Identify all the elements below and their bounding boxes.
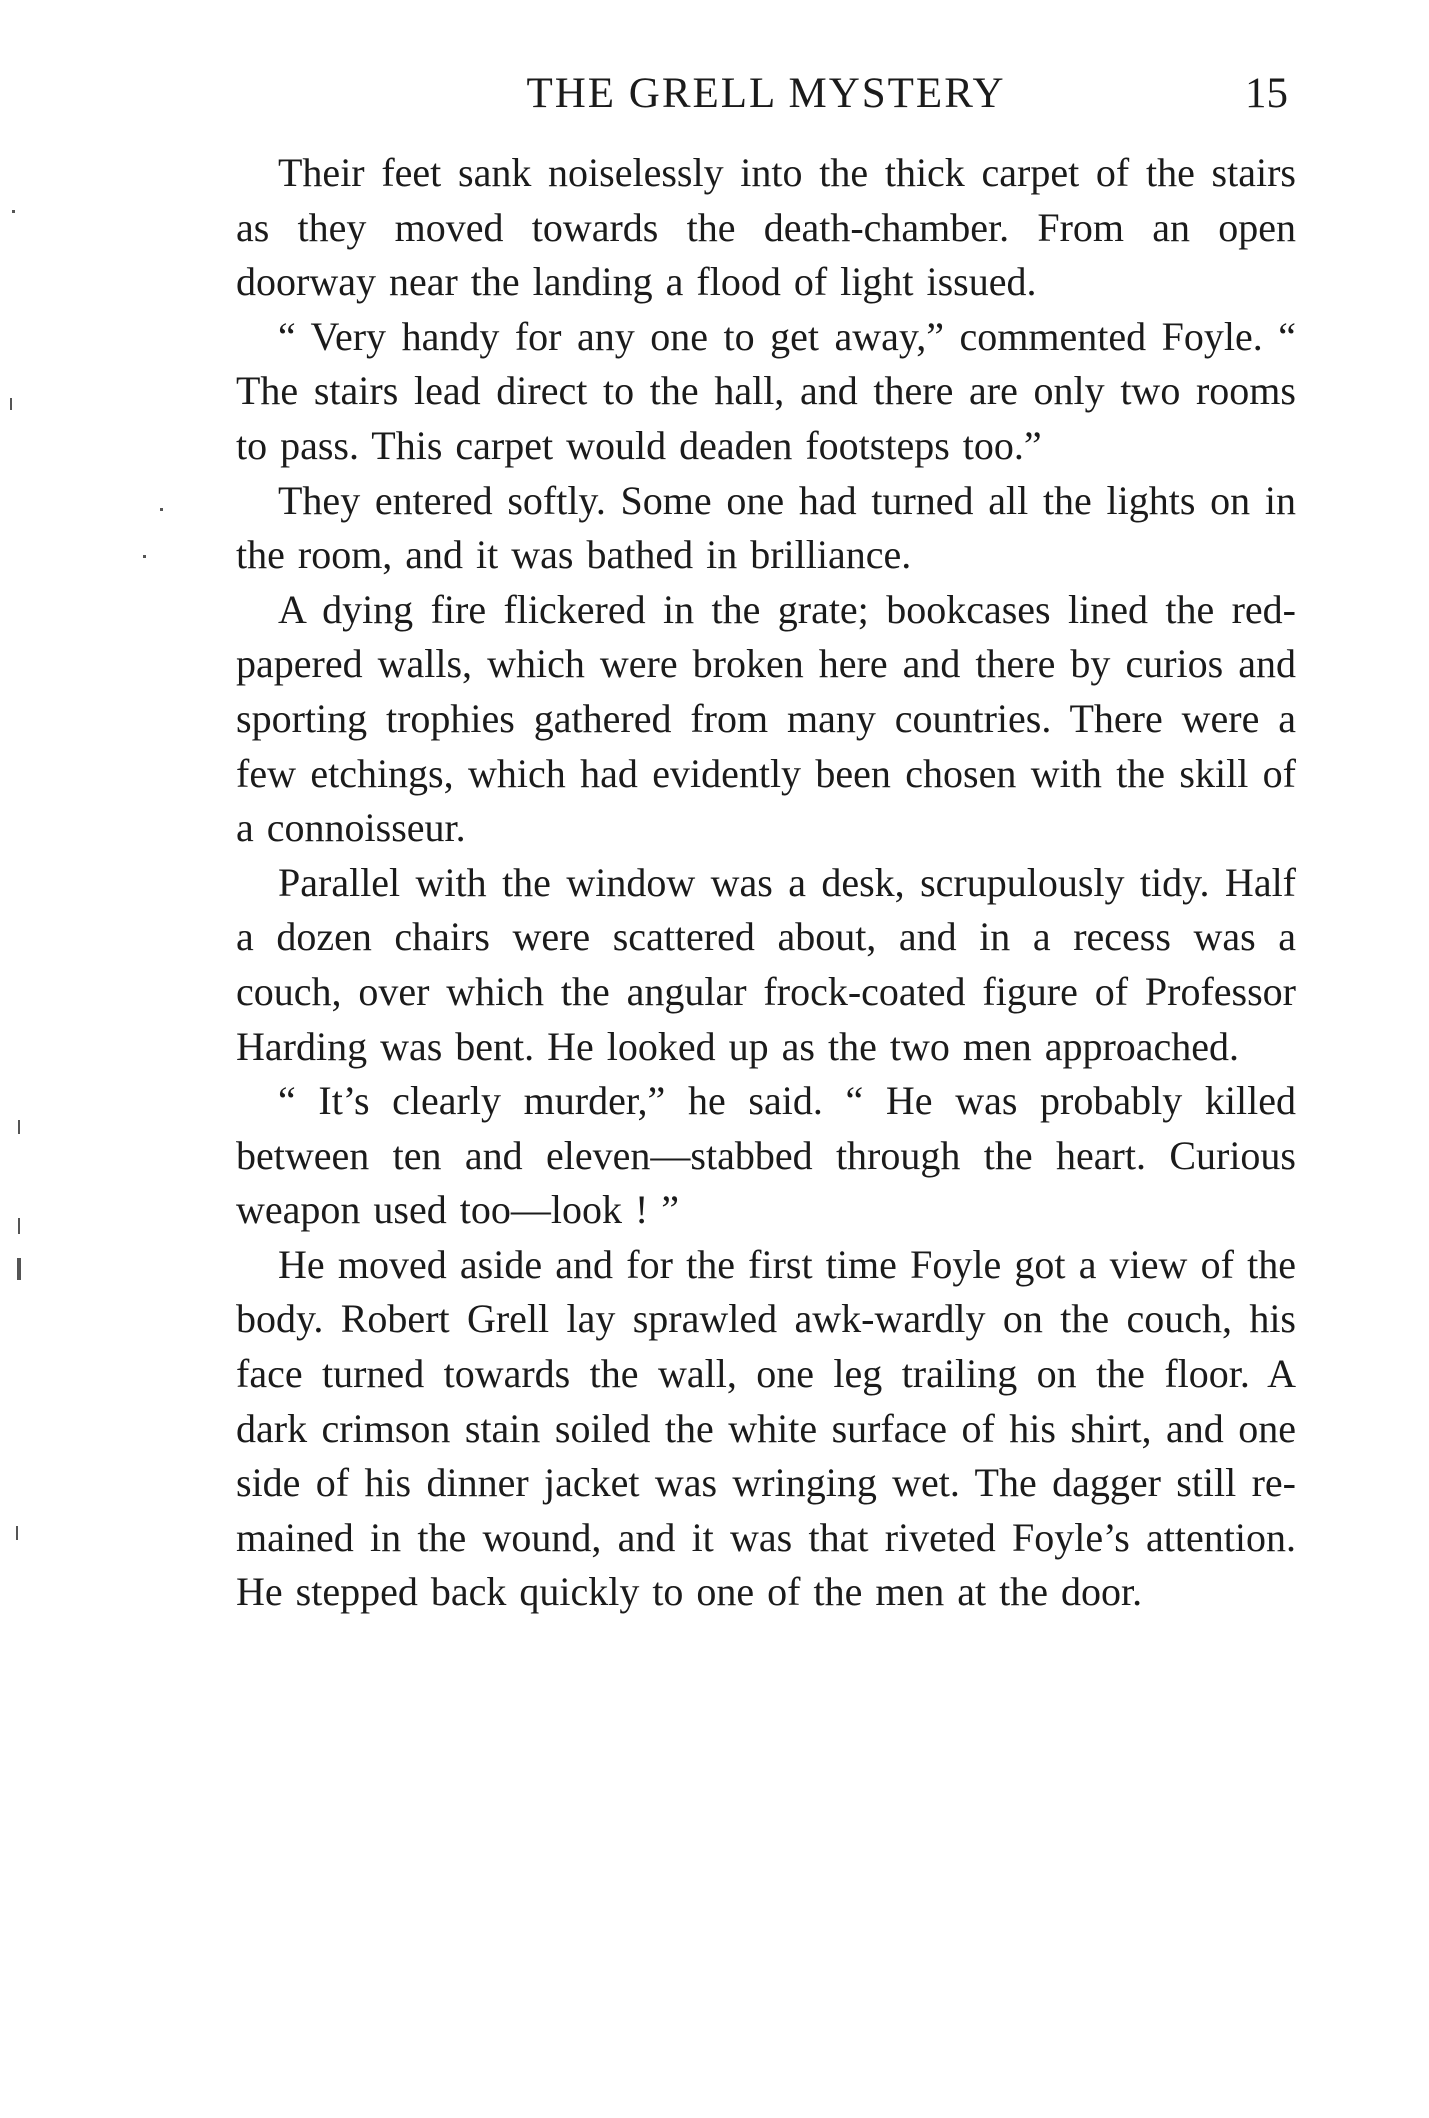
gutter-speck	[10, 398, 12, 410]
gutter-speck	[18, 1218, 20, 1234]
running-title: THE GRELL MYSTERY	[526, 70, 1006, 117]
page-number: 15	[1245, 70, 1288, 117]
paragraph: “ It’s clearly murder,” he said. “ He was probably killed between ten and eleven—stabbed through the heart. Curious weapon used too—look ! ”	[236, 1078, 1296, 1233]
paragraph: Parallel with the window was a desk, scrupulously tidy. Half a dozen chairs were scattered about, and in a recess was a couch, over which the angular frock-coated figure of Professor Harding was bent. He looked up as the two men approached.	[236, 859, 1296, 1069]
paragraph: A dying fire flickered in the grate; bookcases lined the red-papered walls, which were broken here and there by curios and sporting trophies gathered from many countries. There were a few etchings, which had evidently been chosen with the skill of a connoisseur.	[236, 586, 1296, 851]
gutter-speck	[143, 555, 146, 558]
gutter-speck	[16, 1526, 18, 1540]
body-text	[236, 146, 1296, 1620]
paragraph: They entered softly. Some one had turned all the lights on in the room, and it was bathed in brilliance.	[236, 477, 1296, 578]
gutter-speck	[18, 1120, 20, 1134]
gutter-speck	[12, 210, 15, 213]
gutter-marks	[0, 0, 180, 2118]
gutter-speck	[160, 508, 163, 511]
gutter-speck	[17, 1258, 21, 1280]
paragraph: Their feet sank noiselessly into the thick carpet of the stairs as they moved towards the death-chamber. From an open doorway near the landing a flood of light issued.	[236, 150, 1296, 305]
running-head	[236, 64, 1296, 124]
paragraph: He moved aside and for the first time Foyle got a view of the body. Robert Grell lay sprawled awk-wardly on the couch, his face turned towards the wall, one leg trailing on the floor. A dark crimson stain soiled the white surface of his shirt, and one side of his dinner jacket was wringing wet. The dagger still re-mained in the wound, and it was that riveted Foyle’s attention. He stepped back quickly to one of the men at the door.	[236, 1241, 1296, 1615]
paragraph: “ Very handy for any one to get away,” commented Foyle. “ The stairs lead direct to the hall, and there are only two rooms to pass. This carpet would deaden footsteps too.”	[236, 313, 1296, 468]
